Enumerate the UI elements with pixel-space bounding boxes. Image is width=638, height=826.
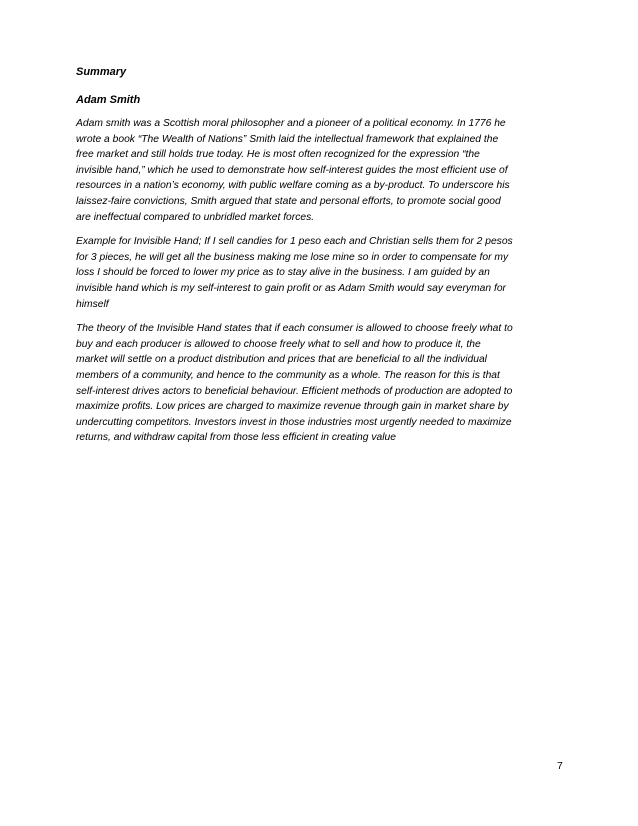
paragraph-invisible-hand-theory xyxy=(76,321,566,446)
text-line: maximize profits. Low prices are charged to maximize revenue through gain in market share by xyxy=(76,401,509,413)
text-line: for 3 pieces, he will get all the business making me lose mine so in order to compensate for my xyxy=(76,251,509,263)
text-line: returns, and withdraw capital from those less efficient in creating value xyxy=(76,432,396,444)
text-line: are ineffectual compared to unbridled market forces. xyxy=(76,211,315,223)
text-line: laissez-faire convictions, Smith argued that state and personal efforts, to promote social good xyxy=(76,195,501,207)
text-line: The theory of the Invisible Hand states that if each consumer is allowed to choose freely what to xyxy=(76,323,513,335)
text-line: loss I should be forced to lower my price as to stay alive in the business. I am guided by an xyxy=(76,267,490,279)
subject-heading: Adam Smith xyxy=(76,94,141,106)
paragraph-adam-smith-bio xyxy=(76,116,566,225)
text-line: Example for Invisible Hand; If I sell candies for 1 peso each and Christian sells them for 2 pesos xyxy=(76,236,513,248)
text-line: free market and still holds true today. He is most often recognized for the expression “the xyxy=(76,149,480,161)
summary-heading: Summary xyxy=(76,66,127,78)
text-line: invisible hand which is my self-interest to gain profit or as Adam Smith would say everyman for xyxy=(76,282,506,294)
paragraph-invisible-hand-example xyxy=(76,234,566,312)
text-line: resources in a nation’s economy, with public welfare coming as a by-product. To underscore his xyxy=(76,180,510,192)
text-line: wrote a book “The Wealth of Nations” Smith laid the intellectual framework that explained the xyxy=(76,133,499,145)
page-content xyxy=(76,64,566,446)
text-line: invisible hand,” which he used to demonstrate how self-interest guides the most efficient use of xyxy=(76,164,508,176)
text-line: members of a community, and hence to the community as a whole. The reason for this is that xyxy=(76,369,500,381)
text-line: himself xyxy=(76,298,109,310)
text-line: buy and each producer is allowed to choose freely what to sell and how to produce it, the xyxy=(76,338,481,350)
page-number: 7 xyxy=(557,760,563,772)
text-line: undercutting competitors. Investors invest in those industries most urgently needed to maximize xyxy=(76,416,512,428)
text-line: self-interest drives actors to beneficial behaviour. Efficient methods of production are adopted to xyxy=(76,385,513,397)
text-line: Adam smith was a Scottish moral philosopher and a pioneer of a political economy. In 1776 he xyxy=(76,118,506,129)
text-line: market will settle on a product distribution and prices that are beneficial to all the individual xyxy=(76,354,487,366)
